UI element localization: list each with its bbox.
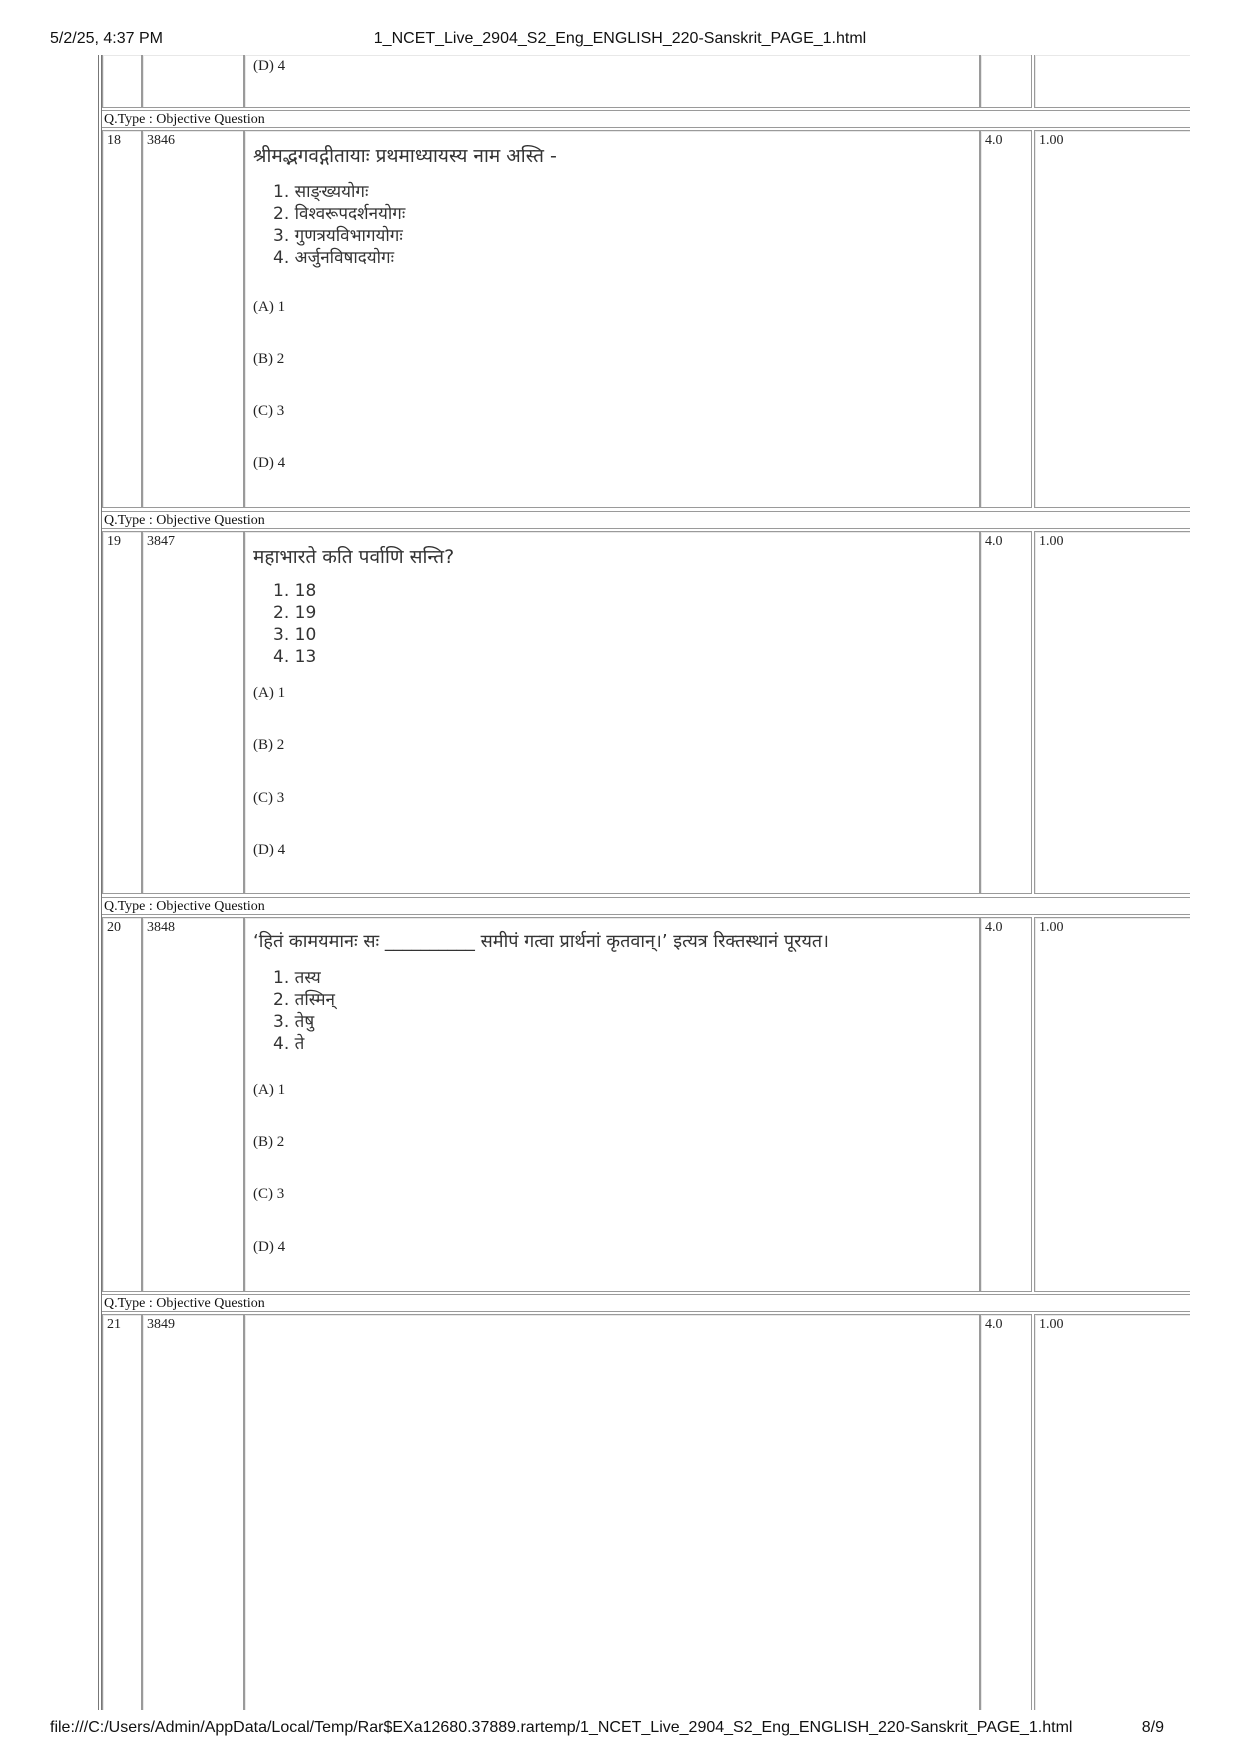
question-id: 3849 <box>147 1317 175 1332</box>
sno-cell <box>102 130 142 508</box>
answer-option-b: (B) 2 <box>253 1134 285 1150</box>
question-cell <box>244 531 980 894</box>
negative-marks-value: 1.00 <box>1039 920 1064 935</box>
negative-marks-cell <box>1034 55 1190 108</box>
print-footer <box>0 1719 1240 1741</box>
qid-cell <box>142 917 244 1292</box>
marks-value: 4.0 <box>985 133 1003 148</box>
negative-marks-value: 1.00 <box>1039 534 1064 549</box>
option-list <box>273 181 405 269</box>
marks-cell <box>980 130 1032 508</box>
question-cell <box>244 917 980 1292</box>
option-item: 3. गुणत्रयविभागयोगः <box>273 226 403 246</box>
qtype-row: Q.Type : Objective Question <box>102 897 1190 915</box>
question-cell <box>244 130 980 508</box>
negative-marks-cell <box>1034 917 1190 1292</box>
option-item: 1. तस्य <box>273 968 321 988</box>
marks-cell <box>980 917 1032 1292</box>
print-page-title: 1_NCET_Live_2904_S2_Eng_ENGLISH_220-Sanskrit_PAGE_1.html <box>373 30 867 47</box>
option-item: 2. तस्मिन् <box>273 990 335 1010</box>
answer-option-d: (D) 4 <box>253 58 286 74</box>
question-text: श्रीमद्भगवद्गीतायाः प्रथमाध्यायस्य नाम अस्ति - <box>253 145 557 167</box>
answer-option-d: (D) 4 <box>253 1239 286 1255</box>
option-item: 2. 19 <box>273 603 317 623</box>
print-datetime: 5/2/25, 4:37 PM <box>50 30 163 47</box>
negative-marks-value: 1.00 <box>1039 133 1064 148</box>
answer-option-b: (B) 2 <box>253 351 285 367</box>
sno-cell <box>102 55 142 108</box>
sno-cell <box>102 1314 142 1710</box>
question-sheet <box>98 55 1190 1710</box>
qtype-row: Q.Type : Objective Question <box>102 1294 1190 1312</box>
question-id: 3846 <box>147 133 175 148</box>
option-item: 4. 13 <box>273 647 317 667</box>
question-text: महाभारते कति पर्वाणि सन्ति? <box>253 546 455 568</box>
question-cell <box>244 1314 980 1710</box>
answer-option-a: (A) 1 <box>253 1082 286 1098</box>
print-header <box>0 30 1240 52</box>
qtype-row: Q.Type : Objective Question <box>102 110 1190 128</box>
serial-number: 20 <box>107 920 121 935</box>
marks-cell <box>980 55 1032 108</box>
option-item: 1. साङ्ख्ययोगः <box>273 182 369 202</box>
answer-option-a: (A) 1 <box>253 685 286 701</box>
question-id: 3848 <box>147 920 175 935</box>
qid-cell <box>142 1314 244 1710</box>
answer-option-a: (A) 1 <box>253 299 286 315</box>
marks-value: 4.0 <box>985 534 1003 549</box>
option-item: 1. 18 <box>273 581 317 601</box>
option-item: 3. तेषु <box>273 1012 315 1032</box>
negative-marks-cell <box>1034 1314 1190 1710</box>
marks-cell <box>980 531 1032 894</box>
qid-cell <box>142 531 244 894</box>
qid-cell <box>142 55 244 108</box>
qtype-row: Q.Type : Objective Question <box>102 511 1190 529</box>
file-path: file:///C:/Users/Admin/AppData/Local/Temp/Rar$EXa12680.37889.rartemp/1_NCET_Live_2904_S2_Eng_ENGLISH_220-Sanskrit_PAGE_1.html <box>50 1719 1073 1736</box>
option-item: 4. ते <box>273 1034 305 1054</box>
serial-number: 18 <box>107 133 121 148</box>
option-item: 4. अर्जुनविषादयोगः <box>273 248 395 268</box>
negative-marks-cell <box>1034 531 1190 894</box>
answer-option-c: (C) 3 <box>253 790 285 806</box>
answer-option-d: (D) 4 <box>253 842 286 858</box>
serial-number: 21 <box>107 1317 121 1332</box>
marks-value: 4.0 <box>985 920 1003 935</box>
question-cell <box>244 55 980 108</box>
option-item: 2. विश्वरूपदर्शनयोगः <box>273 204 406 224</box>
marks-value: 4.0 <box>985 1317 1003 1332</box>
qid-cell <box>142 130 244 508</box>
sno-cell <box>102 531 142 894</box>
negative-marks-cell <box>1034 130 1190 508</box>
question-id: 3847 <box>147 534 175 549</box>
answer-option-c: (C) 3 <box>253 403 285 419</box>
serial-number: 19 <box>107 534 121 549</box>
page-number: 8/9 <box>1141 1719 1164 1736</box>
marks-cell <box>980 1314 1032 1710</box>
option-item: 3. 10 <box>273 625 317 645</box>
option-list <box>273 967 335 1055</box>
negative-marks-value: 1.00 <box>1039 1317 1064 1332</box>
answer-option-d: (D) 4 <box>253 455 286 471</box>
sno-cell <box>102 917 142 1292</box>
answer-option-b: (B) 2 <box>253 737 285 753</box>
question-text: ‘हितं कामयमानः सः __________ समीपं गत्वा प्रार्थनां कृतवान्।’ इत्यत्र रिक्तस्थानं पूरयत। <box>253 931 829 952</box>
answer-option-c: (C) 3 <box>253 1186 285 1202</box>
option-list <box>273 580 316 668</box>
